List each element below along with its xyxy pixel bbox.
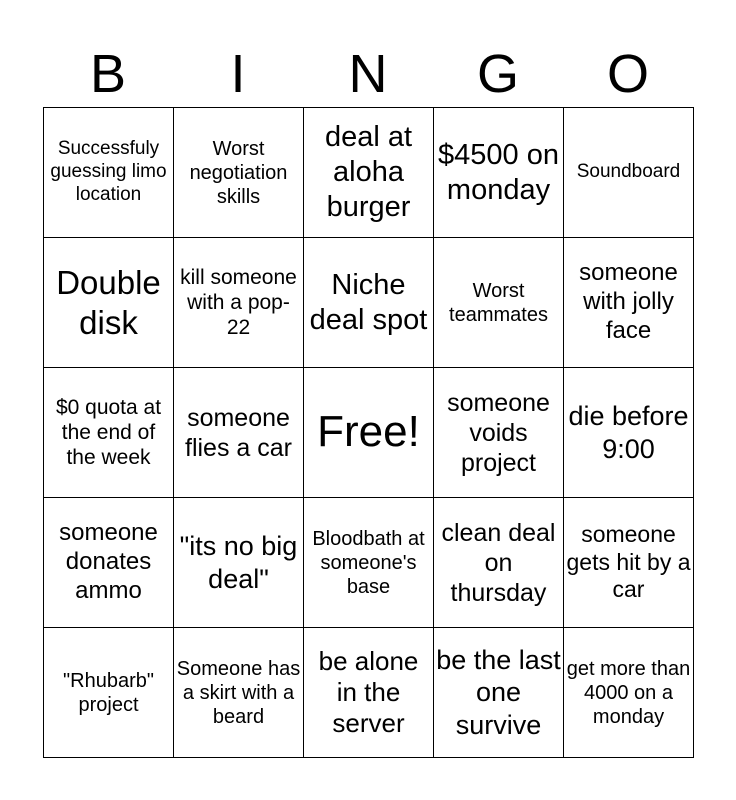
board-row (44, 108, 694, 238)
bingo-cell[interactable]: Bloodbath at someone's base (304, 498, 434, 628)
header-letter-i: I (230, 44, 246, 104)
bingo-cell[interactable]: someone donates ammo (44, 498, 174, 628)
bingo-cell[interactable]: "Rhubarb" project (44, 628, 174, 758)
bingo-board (43, 107, 694, 758)
bingo-cell[interactable]: someone voids project (434, 368, 564, 498)
bingo-cell[interactable]: "its no big deal" (174, 498, 304, 628)
bingo-cell[interactable]: Worst teammates (434, 238, 564, 368)
bingo-cell[interactable]: Someone has a skirt with a beard (174, 628, 304, 758)
header-letter-o: O (606, 44, 649, 104)
board-row (44, 368, 694, 498)
header-letter-g: G (476, 44, 519, 104)
bingo-header (43, 44, 693, 104)
header-letter-b: B (89, 44, 127, 104)
board-row (44, 238, 694, 368)
bingo-cell[interactable]: Successfuly guessing limo location (44, 108, 174, 238)
free-space-cell[interactable]: Free! (304, 368, 434, 498)
bingo-cell[interactable]: someone flies a car (174, 368, 304, 498)
bingo-cell[interactable]: $4500 on monday (434, 108, 564, 238)
bingo-cell[interactable]: deal at aloha burger (304, 108, 434, 238)
bingo-cell[interactable]: be the last one survive (434, 628, 564, 758)
bingo-cell[interactable]: Worst negotiation skills (174, 108, 304, 238)
bingo-cell[interactable]: be alone in the server (304, 628, 434, 758)
bingo-cell[interactable]: kill someone with a pop-22 (174, 238, 304, 368)
board-row (44, 628, 694, 758)
bingo-cell[interactable]: get more than 4000 on a monday (564, 628, 694, 758)
bingo-cell[interactable]: die before 9:00 (564, 368, 694, 498)
bingo-cell[interactable]: clean deal on thursday (434, 498, 564, 628)
board-row (44, 498, 694, 628)
bingo-cell[interactable]: someone gets hit by a car (564, 498, 694, 628)
bingo-cell[interactable]: Double disk (44, 238, 174, 368)
bingo-cell[interactable]: Soundboard (564, 108, 694, 238)
bingo-cell[interactable]: $0 quota at the end of the week (44, 368, 174, 498)
header-letter-n: N (348, 44, 388, 104)
bingo-cell[interactable]: Niche deal spot (304, 238, 434, 368)
bingo-cell[interactable]: someone with jolly face (564, 238, 694, 368)
